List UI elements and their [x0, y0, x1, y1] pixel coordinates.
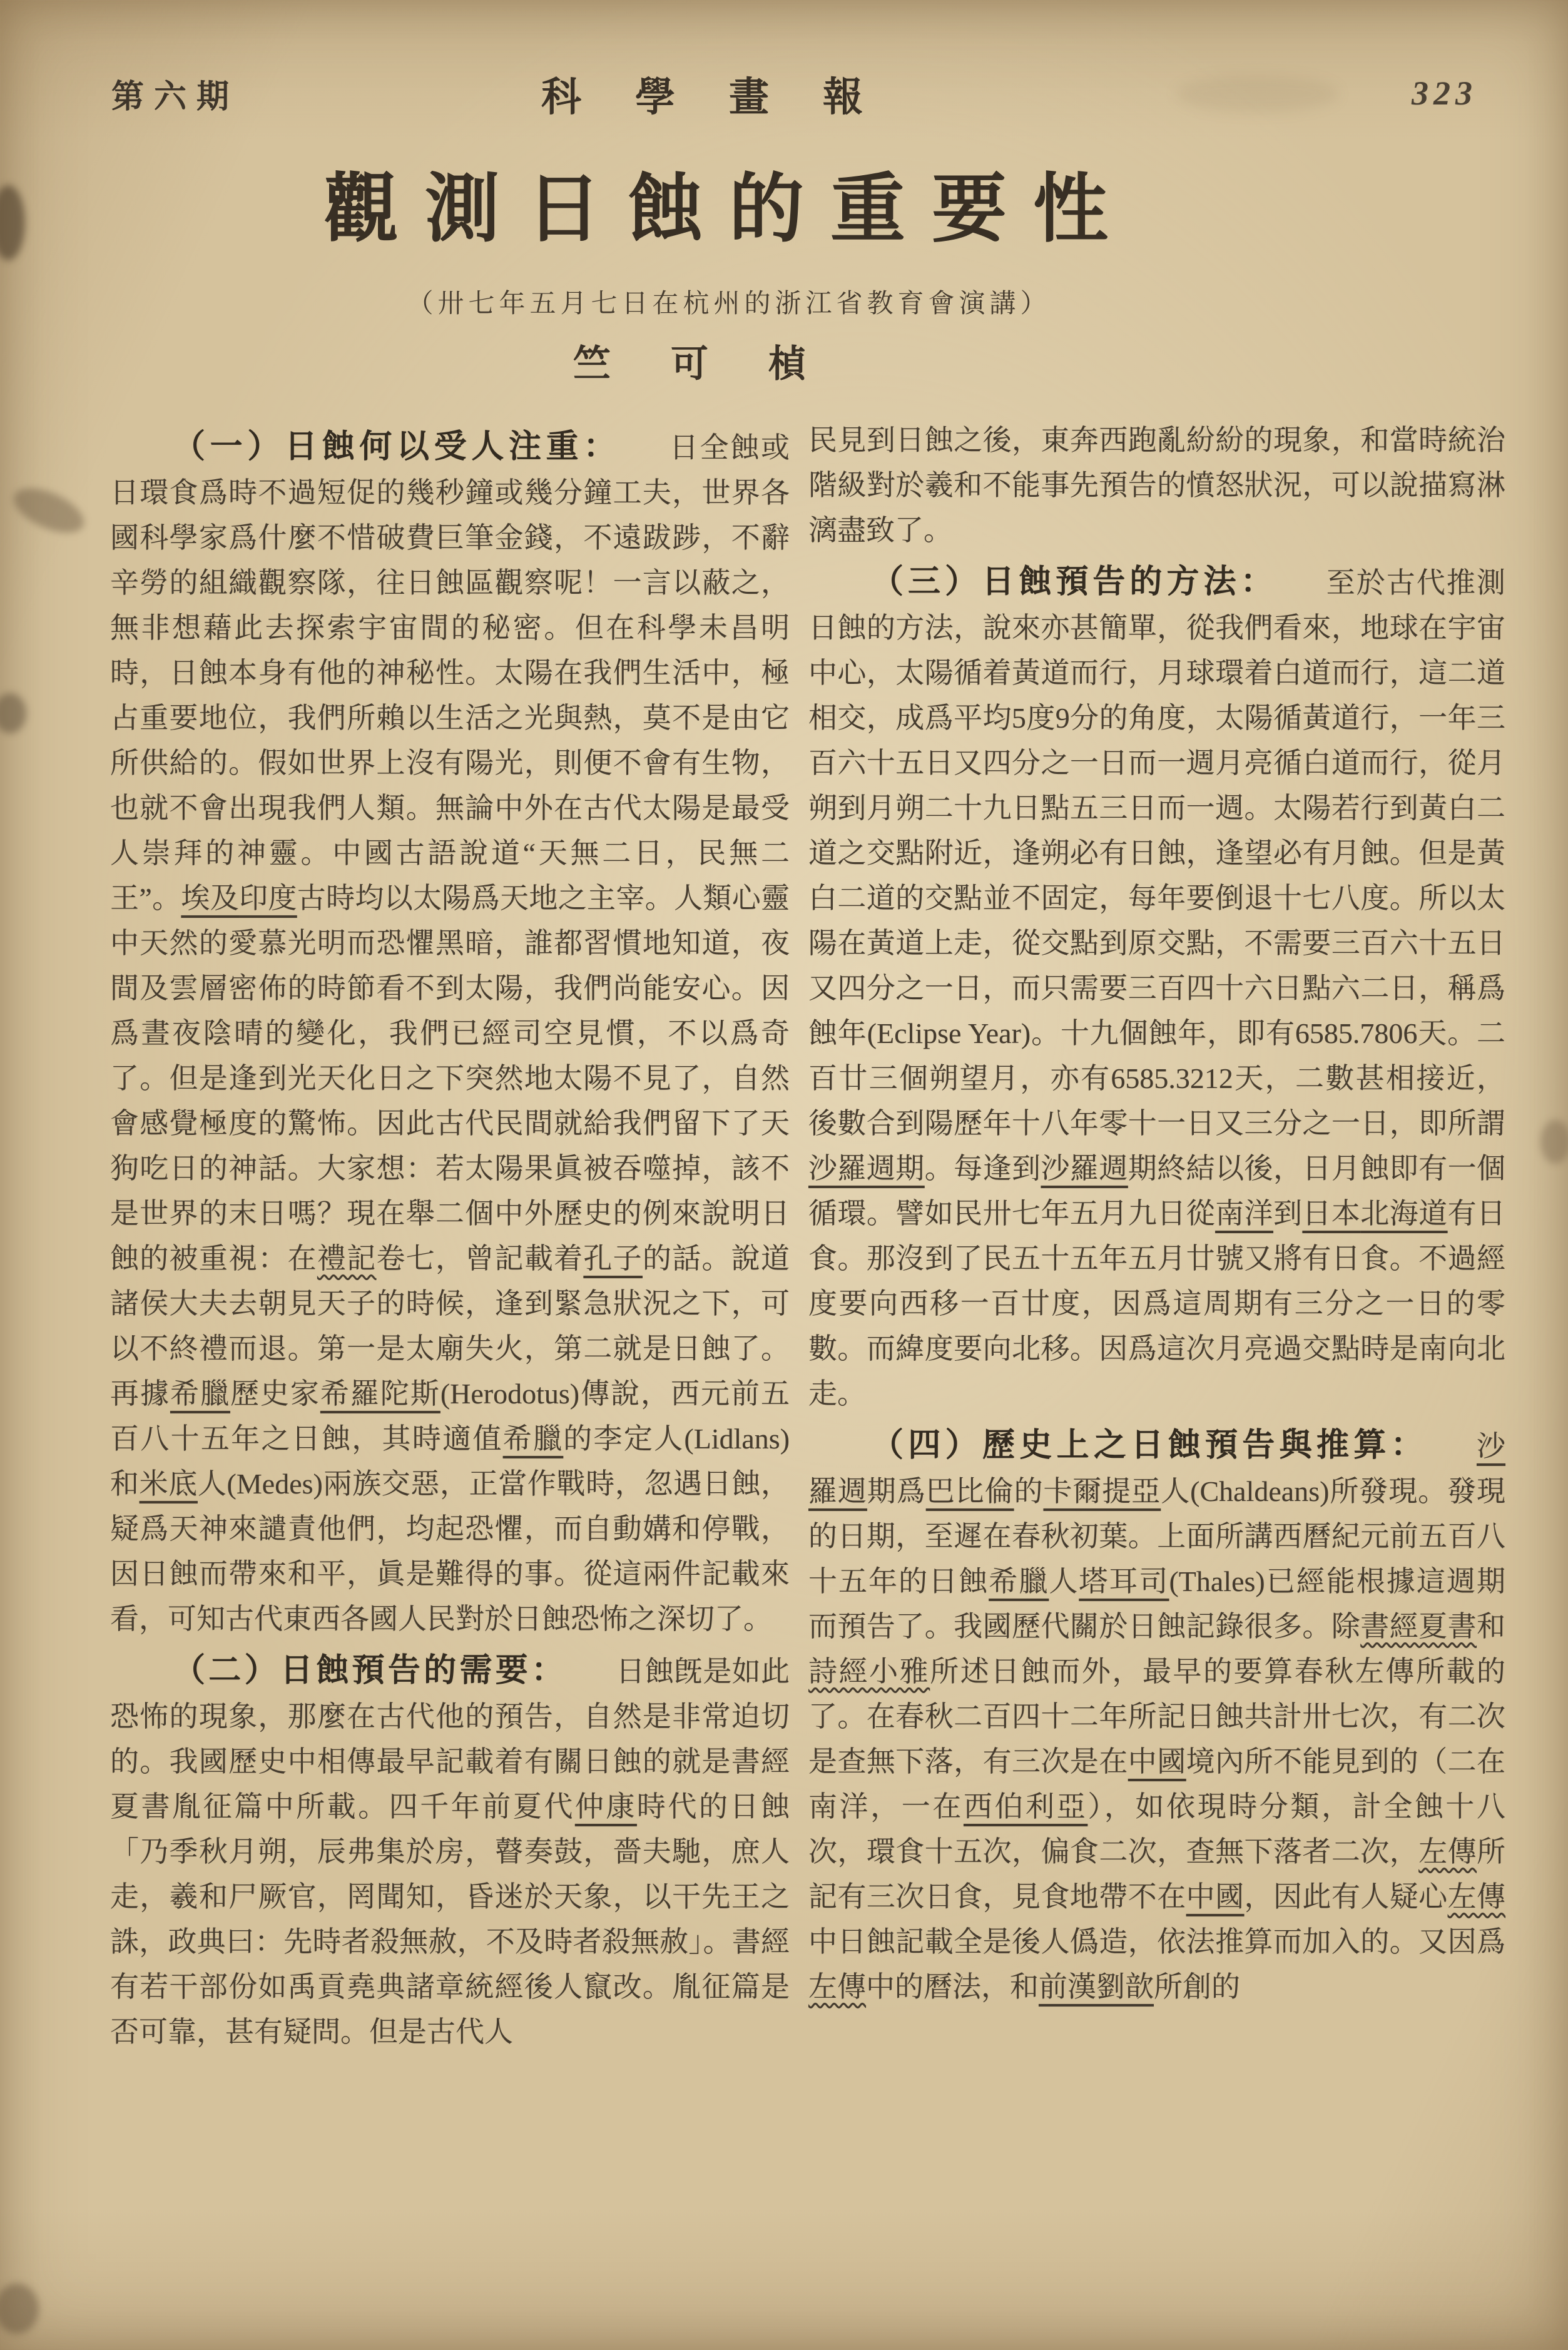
- proper-noun: 中國: [1186, 1881, 1245, 1913]
- text-run: 所創的: [1154, 1971, 1240, 2003]
- proper-noun: 日本: [1302, 1198, 1361, 1229]
- journal-masthead: 科學畫報: [541, 74, 917, 120]
- article-subtitle: （卅七年五月七日在杭州的浙江省教育會演講）: [407, 290, 1051, 318]
- paragraph: [110, 424, 790, 1642]
- paragraph: [808, 559, 1505, 1417]
- proper-noun: 印度: [239, 882, 297, 914]
- proper-noun: 希臘: [989, 1565, 1049, 1597]
- proper-noun: 前漢劉歆: [1039, 1971, 1154, 2003]
- proper-noun: 中國: [1128, 1746, 1186, 1778]
- text-run: 期爲: [867, 1475, 926, 1507]
- article-title: 觀測日蝕的重要性: [323, 168, 1134, 251]
- text-run: 中日蝕記載全是後人僞造，依法推算而加入的。又因爲: [808, 1926, 1505, 1958]
- paragraph: [110, 1648, 790, 2055]
- text-run: 。每逢到: [924, 1152, 1041, 1184]
- text-run: 民見到日蝕之後，東奔西跑亂紛紛的現象，和當時統治階級對於羲和不能事先預告的憤怒狀況，可以說描寫淋漓盡致了。: [808, 424, 1505, 546]
- text-run: 人(Medes)兩族交惡，正當作戰時，忽遇日蝕，疑爲天神來譴責他們，均起恐懼，而自動媾和停戰，因日蝕而帶來和平，眞是難得的事。從這兩件記載來看，可知古代東西各國人民對於日蝕恐怖之深切了。: [110, 1468, 790, 1635]
- proper-noun: 西伯利亞: [963, 1791, 1088, 1823]
- text-column-right: [808, 418, 1505, 2010]
- text-run: 日蝕旣是如此恐怖的現象，那麼在古代他的預告，自然是非常迫切的。我國歷史中相傳最早記載着有關日蝕的就是書經夏書胤征篇中所載。四千年前夏代: [110, 1656, 790, 1823]
- text-run: 和: [1477, 1610, 1506, 1642]
- text-run: (Herodotus)傳說，西元前五百八十五年之日蝕，其時適值: [110, 1378, 790, 1455]
- text-run: 卷七，曾記載着: [376, 1243, 584, 1274]
- text-run: 人(Chaldeans)所發現。發現的日期，至遲在春秋初葉。上面所講西曆紀元前五百八十五年的日蝕: [808, 1475, 1506, 1597]
- book-title: 書經夏書: [1360, 1610, 1477, 1642]
- text-run: 古時均以太陽爲天地之主宰。人類心靈中天然的愛慕光明而恐懼黑暗，誰都習慣地知道，夜間及雲層密佈的時節看不到太陽，我們尚能安心。因爲晝夜陰晴的變化，我們已經司空見慣，不以爲奇了。但是逢到光天化日之下突然地太陽不見了，自然會感覺極度的驚怖。因此古代民間就給我們留下了天狗吃日的神話。大家想：若太陽果眞被吞噬掉，該不是世界的末日嗎？現在舉二個中外歷史的例來說明日蝕的被重視：在: [110, 882, 790, 1274]
- text-run: 人: [1049, 1565, 1079, 1597]
- issue-label: 第六期: [111, 79, 240, 115]
- section-heading: （一）日蝕何以受人注重：: [173, 429, 621, 465]
- text-run: 所述日蝕而外，最早的要算春秋左傳所載的了。在春秋二百四十二年所記日蝕共計卅七次，有二次是查無下落，有三次是在: [808, 1656, 1506, 1778]
- author-name: 竺可楨: [573, 343, 866, 385]
- proper-noun: 米底: [139, 1468, 198, 1500]
- text-run: 期終結以後，日月蝕即有一個循環。譬如民卅七年五月九日從: [808, 1152, 1506, 1229]
- proper-noun: 卡爾提亞: [1043, 1475, 1161, 1507]
- paper-stain: [1540, 1120, 1568, 1164]
- text-run: ，因此有人疑心: [1244, 1881, 1448, 1913]
- section-heading: （三）日蝕預告的方法：: [871, 564, 1278, 600]
- paper-stain: [0, 693, 26, 733]
- book-title: 左傳: [808, 1971, 866, 2003]
- text-run: 時代的日蝕「乃季秋月朔，辰弗集於房，瞽奏鼓，嗇夫馳，庶人走，羲和尸厥官，罔聞知，昏迷於天象，以干先王之誅，政典曰：先時者殺無赦，不及時者殺無赦」。書經有若干部份如禹貢堯典諸章統經後人竄改。胤征篇是否可靠，甚有疑問。但是古代人: [110, 1791, 790, 2048]
- proper-noun: 希羅陀斯: [320, 1378, 440, 1410]
- proper-noun: 希臘: [170, 1378, 230, 1410]
- proper-noun: 沙羅週: [808, 1430, 1505, 1507]
- paper-stain: [0, 2284, 39, 2334]
- text-run: 日全蝕或日環食爲時不過短促的幾秒鐘或幾分鐘工夫，世界各國科學家爲什麼不惜破費巨筆金錢，不遠跋踄，不辭辛勞的組織觀察隊，往日蝕區觀察呢！一言以蔽之，無非想藉此去探索宇宙間的秘密。但在科學未昌明時，日蝕本身有他的神秘性。太陽在我們生活中，極占重要地位，我們所賴以生活之光與熱，莫不是由它所供給的。假如世界上沒有陽光，則便不會有生物，也就不會出現我們人類。無論中外在古代太陽是最受人崇拜的神靈。中國古語說道“天無二日，民無二王”。: [110, 432, 790, 914]
- paragraph: [808, 1423, 1505, 2010]
- page-number: 323: [1412, 74, 1477, 112]
- paper-stain: [1176, 75, 1339, 113]
- text-run: 到: [1273, 1198, 1303, 1229]
- proper-noun: 埃及: [181, 882, 240, 914]
- book-title: 禮記: [317, 1243, 377, 1274]
- book-title: 左傳: [1447, 1881, 1506, 1913]
- proper-noun: 沙羅週期: [808, 1152, 925, 1184]
- text-run: 的話。說道諸侯大夫去朝見天子的時候，逢到緊急狀況之下，可以不終禮而退。第一是太廟失火，第二就是日蝕了。再據: [110, 1243, 790, 1410]
- paper-stain: [8, 479, 90, 542]
- proper-noun: 仲康: [574, 1791, 637, 1823]
- proper-noun: 南洋: [1215, 1198, 1273, 1229]
- text-run: (Thales)已經能根據這週期而預告了。我國歷代關於日蝕記錄很多。除: [808, 1565, 1506, 1642]
- section-heading: （二）日蝕預告的需要：: [173, 1652, 568, 1689]
- text-run: 的: [1014, 1475, 1044, 1507]
- section-heading: （四）歷史上之日蝕預告與推算：: [871, 1427, 1428, 1463]
- proper-noun: 巴比倫: [925, 1475, 1014, 1507]
- text-run: ），如依現時分類，計全蝕十八次，環食十五次，偏食二次，查無下落者二次，: [808, 1791, 1506, 1868]
- text-run: 歷史家: [230, 1378, 320, 1410]
- proper-noun: 希臘: [502, 1423, 564, 1455]
- paper-stain: [0, 185, 25, 260]
- proper-noun: 孔子: [583, 1243, 643, 1274]
- text-run: 的李定人(Lidlans)和: [110, 1423, 790, 1500]
- text-run: 境內所不能見到的（二在南洋，一在: [808, 1746, 1506, 1823]
- book-title: 左傳: [1418, 1836, 1477, 1868]
- paragraph: [808, 418, 1505, 553]
- proper-noun: 北海道: [1360, 1198, 1448, 1229]
- text-run: 至於古代推測日蝕的方法，說來亦甚簡單，從我們看來，地球在宇宙中心，太陽循着黃道而行，月球環着白道而行，這二道相交，成爲平均5度9分的角度，太陽循黃道行，一年三百六十五日又四分之一日而一週月亮循白道而行，從月朔到月朔二十九日點五三日而一週。太陽若行到黃白二道之交點附近，逢朔必有日蝕，逢望必有月蝕。但是黃白二道的交點並不固定，每年要倒退十七八度。所以太陽在黃道上走，從交點到原交點，不需要三百六十五日又四分之一日，而只需要三百四十六日點六二日，稱爲蝕年(Eclipse Year)。十九個蝕年，即有6585.7806天。二百廿三個朔望月，亦有6585.3212天，二數甚相接近，後數合到陽歷年十八年零十一日又三分之一日，即所謂: [808, 567, 1505, 1139]
- book-title: 詩經小雅: [808, 1656, 930, 1687]
- text-run: 所記有三次日食，見食地帶不在: [808, 1836, 1506, 1913]
- proper-noun: 塔耳司: [1079, 1565, 1169, 1597]
- text-column-left: [110, 418, 790, 2055]
- text-run: 中的曆法，和: [866, 1971, 1039, 2003]
- proper-noun: 沙羅週: [1041, 1152, 1128, 1184]
- text-run: 有日食。那沒到了民五十五年五月廿號又將有日食。不過經度要向西移一百廿度，因爲這周期有三分之一日的零數。而緯度要向北移。因爲這次月亮過交點時是南向北走。: [808, 1198, 1506, 1410]
